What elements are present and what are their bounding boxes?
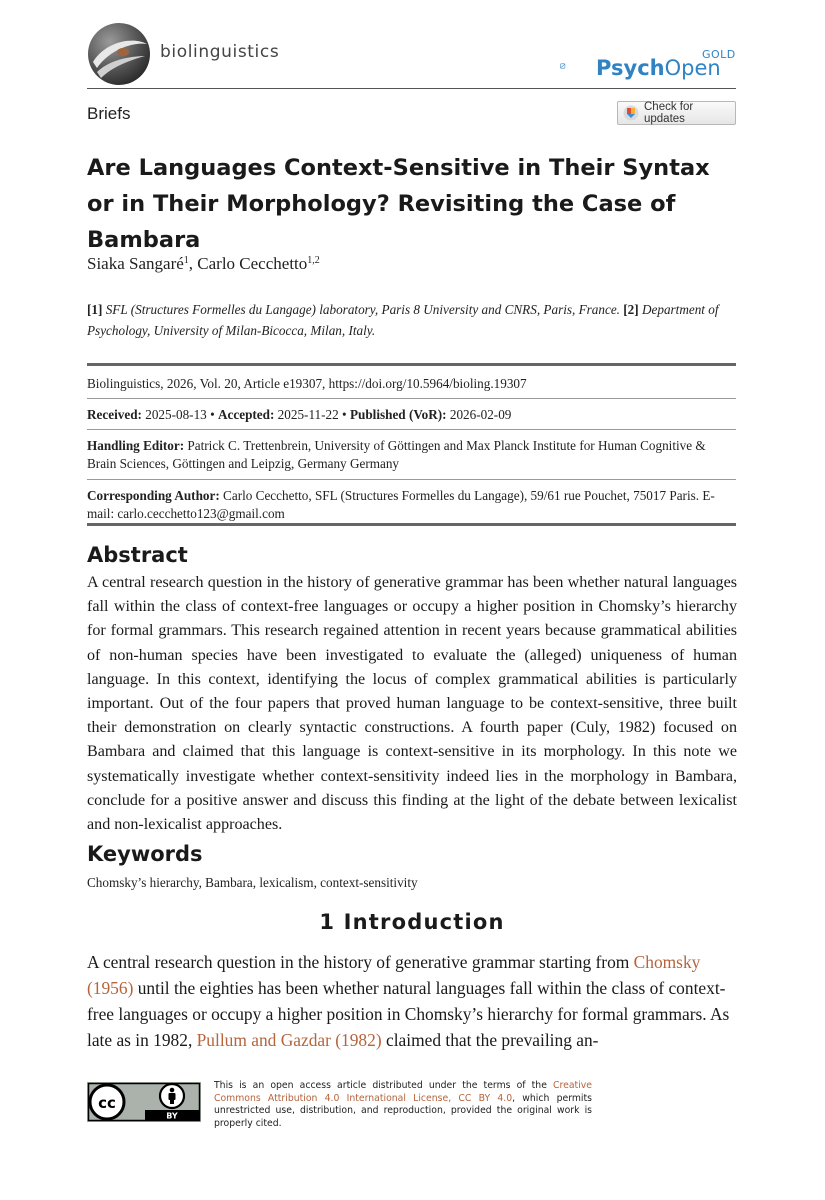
- header-divider: [87, 88, 736, 89]
- cc-by-license-icon[interactable]: [87, 1082, 201, 1122]
- abstract-heading: Abstract: [87, 543, 188, 567]
- section-label: Briefs: [87, 104, 131, 123]
- introduction-paragraph: A central research question in the history of generative grammar starting from Chomsky (1956) until the eighties has been whether natural languages fall within the class of context-free languages or occupy a higher position in Chomsky’s hierarchy for formal grammars. As late as in 1982, Pullum and Gazdar (1982) claimed that the prevailing an-: [87, 952, 730, 1050]
- cc-by-license-link[interactable]: Creative Commons Attribution 4.0 International License, CC BY 4.0: [214, 1080, 592, 1104]
- author-name: Carlo Cecchetto: [197, 254, 308, 273]
- affiliation-text: Department of Psychology, University of Milan-Bicocca, Milan, Italy.: [87, 302, 719, 338]
- abstract-text: A central research question in the history of generative grammar has been whether natural languages fall within the class of context-free languages or occupy a higher position in Chomsky’s hierarchy for formal grammars. This research regained attention in recent years because grammatical abilities of non-human species have been investigated to evaluate the (alleged) uniqueness of human language. In this context, identifying the locus of complex grammatical abilities is particularly important. Out of the four papers that proved human language to be context-sensitive, three built their demonstration on clearly syntactic constructions. A fourth paper (Culy, 1982) focused on Bambara and claimed that this language is context-sensitive in its morphology. In this note we systematically investigate whether context-sensitivity indeed lies in the morphology in Bambara, conclude for a positive answer and discuss this finding at the light of the debate between lexicalist and non-lexicalist approaches.: [87, 574, 737, 834]
- introduction-heading: 1 Introduction: [319, 910, 505, 934]
- accepted-date: 2025-11-22: [277, 407, 339, 422]
- check-for-updates-label: Check for updates: [644, 101, 694, 125]
- keywords-heading: Keywords: [87, 842, 203, 866]
- affiliation-marker: [2]: [623, 302, 639, 317]
- author-affiliation-marker: 1,2: [307, 255, 320, 266]
- affiliation-text: SFL (Structures Formelles du Langage) laboratory, Paris 8 University and CNRS, Paris, France.: [105, 302, 620, 317]
- publisher-name: PsychOpen: [596, 56, 721, 80]
- meta-divider: [87, 479, 736, 480]
- corresponding-author: Corresponding Author: Carlo Cecchetto, SFL (Structures Formelles du Langage), 59/61 rue Pouchet, 75017 Paris. E-mail: carlo.cecchetto123@gmail.com: [87, 488, 715, 521]
- received-date: 2025-08-13: [145, 407, 207, 422]
- affiliation-marker: [1]: [87, 302, 103, 317]
- biolinguistics-logo-icon: [87, 22, 151, 86]
- pullum-gazdar-1982-citation-link[interactable]: Pullum and Gazdar (1982): [196, 1030, 382, 1050]
- meta-divider: [87, 429, 736, 430]
- author-name: Siaka Sangaré: [87, 254, 184, 273]
- handling-editor: Handling Editor: Patrick C. Trettenbrein, University of Göttingen and Max Planck Institute for Human Cognitive & Brain Sciences, Göttingen and Leipzig, Germany Germany: [87, 438, 706, 471]
- journal-name: biolinguistics: [160, 42, 280, 62]
- author-affiliation-marker: 1: [183, 255, 189, 266]
- keywords-text: Chomsky’s hierarchy, Bambara, lexicalism, context-sensitivity: [87, 875, 418, 890]
- meta-top-rule: [87, 363, 736, 366]
- svg-text:cc: cc: [98, 1094, 116, 1112]
- affiliations: [87, 299, 737, 341]
- meta-divider: [87, 398, 736, 399]
- author-list: Siaka Sangaré$^1$, Carlo Cecchetto$^{1,2}$: [87, 254, 320, 273]
- meta-bottom-rule: [87, 523, 736, 526]
- psychopen-logo-icon: [560, 50, 592, 82]
- publisher-tier: GOLD: [702, 48, 736, 61]
- article-title: Are Languages Context-Sensitive in Their Syntax or in Their Morphology? Revisiting the Case of Bambara: [87, 155, 710, 253]
- svg-text:BY: BY: [166, 1111, 178, 1121]
- license-statement: This is an open access article distributed under the terms of the Creative Commons Attribution 4.0 International License, CC BY 4.0, which permits unrestricted use, distribution, and reproduction, provided the original work is properly cited.: [214, 1080, 592, 1129]
- crossmark-icon: [623, 105, 639, 121]
- chomsky-1956-citation-link[interactable]: Chomsky (1956): [87, 952, 701, 998]
- dates-line: Received: 2025-08-13 • Accepted: 2025-11-22 • Published (VoR): 2026-02-09: [87, 407, 512, 422]
- citation-line: Biolinguistics, 2026, Vol. 20, Article e19307, https://doi.org/10.5964/bioling.19307: [87, 376, 527, 391]
- check-for-updates-button[interactable]: [617, 101, 736, 125]
- published-date: 2026-02-09: [449, 407, 512, 422]
